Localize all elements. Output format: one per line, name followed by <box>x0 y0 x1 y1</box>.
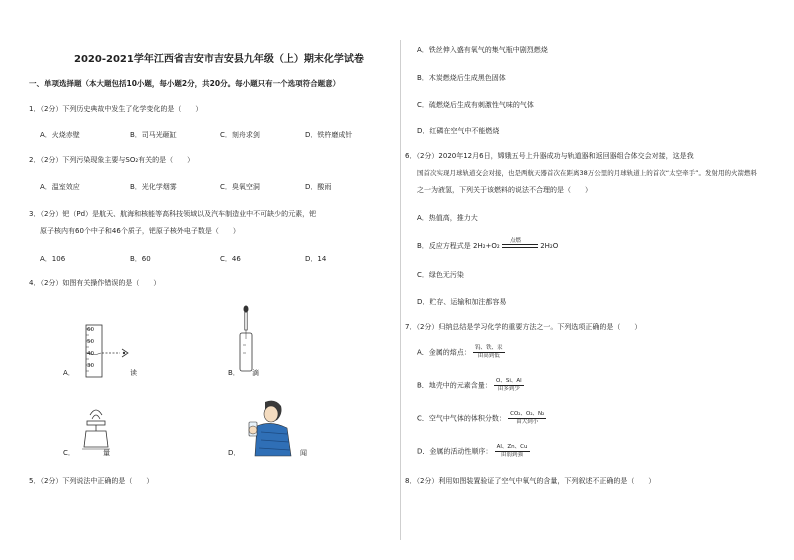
q7-a-direction: 由高到低 <box>477 353 500 359</box>
q2-option-a: A．温室效应 <box>40 183 80 191</box>
q3-option-a: A．106 <box>40 255 66 263</box>
tick-60: 60 <box>87 327 94 333</box>
column-divider <box>400 40 401 540</box>
q4-stem: 4．（2分）如图有关操作错误的是（ ） <box>29 279 161 287</box>
tick-30: 30 <box>87 363 94 369</box>
q6-option-b <box>417 238 559 251</box>
tick-40: 40 <box>87 351 94 357</box>
q6-stem-line3: 之一为液氢，下列关于该燃料的说法不合理的是（ ） <box>417 186 592 194</box>
q4-caption-b: 滴 <box>252 369 259 377</box>
q2-option-c: C．臭氧空洞 <box>220 183 260 191</box>
q7-c-order <box>508 411 546 426</box>
reaction-condition: 点燃 <box>509 238 521 245</box>
q4-option-b: B． <box>228 369 240 377</box>
q4-option-c: C． <box>63 449 75 457</box>
q7-c-direction: 由大到小 <box>516 419 539 425</box>
q7-c-label: C．空气中气体的体积分数： <box>417 414 506 423</box>
q7-c-items: CO₂、O₂、N₂ <box>510 411 545 417</box>
q7-option-c <box>417 411 546 426</box>
q6-option-c: C．绿色无污染 <box>417 271 464 279</box>
q7-b-order <box>494 378 524 393</box>
graduated-cylinder-figure <box>78 323 168 383</box>
q4-caption-c: 量 <box>103 449 110 457</box>
q4-option-d: D． <box>228 449 241 457</box>
q1-option-b: B．司马光砸缸 <box>130 131 177 139</box>
q3-stem-line1: 3．（2分）钯（Pd）是航天、航海和核能等高科技领域以及汽车制造业中不可缺少的元素，钯 <box>29 210 317 218</box>
q7-stem: 7．（2分）归纳总结是学习化学的重要方法之一。下列选项正确的是（ ） <box>405 323 642 331</box>
q8-stem: 8．（2分）利用如图装置验证了空气中氧气的含量，下列叙述不正确的是（ ） <box>405 477 656 485</box>
q7-option-b <box>417 378 524 393</box>
q7-d-label: D．金属的活动性顺序： <box>417 447 493 456</box>
q3-option-d: D．14 <box>305 255 327 263</box>
q3-stem-line2: 原子核内有60个中子和46个质子，钯原子核外电子数是（ ） <box>40 227 240 235</box>
q4-caption-d: 闻 <box>300 449 307 457</box>
q7-a-order <box>473 345 505 360</box>
q7-d-items: Al、Zn、Cu <box>496 444 528 450</box>
q7-b-direction: 由多到少 <box>497 386 520 392</box>
q5-option-d: D．红磷在空气中不能燃烧 <box>417 127 500 135</box>
q7-option-d <box>417 444 530 459</box>
q1-option-c: C．刻舟求剑 <box>220 131 260 139</box>
q6-option-d: D．贮存、运输和加注都容易 <box>417 298 507 306</box>
q5-stem: 5．（2分）下列说法中正确的是（ ） <box>29 477 154 485</box>
alcohol-lamp-figure <box>78 405 118 455</box>
q7-b-items: O、Si、Al <box>496 378 522 384</box>
q2-option-d: D．酸雨 <box>305 183 332 191</box>
q7-b-label: B．地壳中的元素含量： <box>417 381 492 390</box>
q2-stem: 2．（2分）下列污染现象主要与SO₂有关的是（ ） <box>29 156 195 164</box>
section-heading: 一、单项选择题（本大题包括10小题，每小题2分，共20分。每小题只有一个选项符合题意） <box>29 79 341 88</box>
q7-a-label: A．金属的熔点： <box>417 348 471 357</box>
q5-option-c: C．硫燃烧后生成有刺激性气味的气体 <box>417 101 534 109</box>
person-smelling-figure <box>243 398 299 458</box>
q7-a-items: 钨、铁、汞 <box>475 345 503 351</box>
q4-caption-a: 读 <box>130 369 137 377</box>
q1-option-d: D．铁杵磨成针 <box>305 131 353 139</box>
q3-option-c: C．46 <box>220 255 241 263</box>
q5-option-b: B．木炭燃烧后生成黑色固体 <box>417 74 506 82</box>
q5-option-a: A．铁丝伸入盛有氧气的集气瓶中剧烈燃烧 <box>417 46 548 54</box>
q1-option-a: A．火烧赤壁 <box>40 131 80 139</box>
q6-option-a: A．热值高，推力大 <box>417 214 478 222</box>
q7-d-order <box>495 444 530 459</box>
q6-b-suffix: 2H₂O <box>540 242 559 250</box>
exam-title: 2020-2021学年江西省吉安市吉安县九年级（上）期末化学试卷 <box>74 54 364 65</box>
q1-stem: 1．（2分）下列历史典故中发生了化学变化的是（ ） <box>29 105 203 113</box>
q7-d-direction: 由弱到强 <box>501 452 524 458</box>
tick-50: 50 <box>87 339 94 345</box>
q7-option-a <box>417 345 505 360</box>
q6-b-prefix: B．反应方程式是 2H₂+O₂ <box>417 242 500 250</box>
reaction-arrow <box>502 238 538 248</box>
q3-option-b: B．60 <box>130 255 151 263</box>
q2-option-b: B．光化学烟雾 <box>130 183 177 191</box>
dropper-figure <box>237 305 257 375</box>
q4-option-a: A． <box>63 369 75 377</box>
q6-stem-line2: 国首次实现月球轨道交会对接，也是两航天器首次在距离38万公里的月球轨道上的首次“太空牵手”。发射用的火箭燃料 <box>417 169 758 177</box>
q6-stem-line1: 6．（2分）2020年12月6日，嫦娥五号上升器成功与轨道器和返回器组合体交会对接，这是我 <box>405 152 694 160</box>
